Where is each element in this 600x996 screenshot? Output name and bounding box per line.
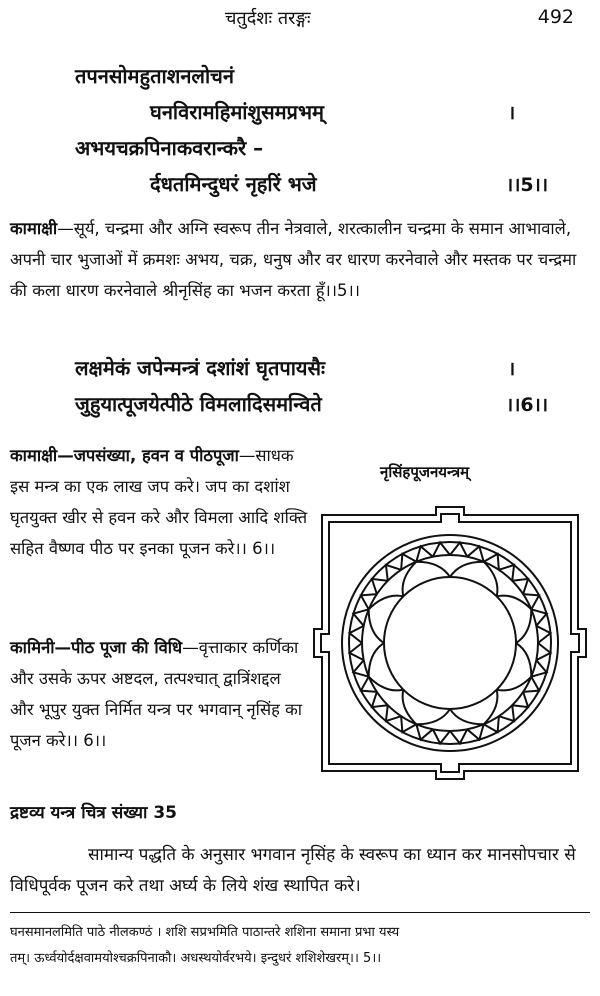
outer-ring-inner xyxy=(349,542,551,744)
yantra-reference: द्रष्टव्य यन्त्र चित्र संख्या 35 xyxy=(10,803,178,823)
commentary-label: कामाक्षी—जपसंख्या, हवन व पीठपूजा xyxy=(10,446,239,465)
commentary-label: कामिनी—पीठ पूजा की विधि xyxy=(10,638,183,657)
commentary-kamini xyxy=(10,632,308,756)
footnote-divider xyxy=(10,912,590,913)
yantra-caption: नृसिंहपूजनयन्त्रम् xyxy=(380,463,470,481)
commentary-label: कामाक्षी xyxy=(10,219,58,238)
eight-lotus-petals xyxy=(369,562,532,725)
commentary-kamakshi-5 xyxy=(10,213,588,306)
lotus-mandala xyxy=(342,535,558,751)
bhupur-square xyxy=(314,507,586,779)
karnika-circle xyxy=(384,577,516,709)
commentary-kamakshi-6 xyxy=(10,440,308,564)
footnote-line: घनसमानलमिति पाठे नीलकण्ठं । शशि सप्रभमिति पाठान्तरे शशिना समाना प्रभा यस्य xyxy=(10,925,400,940)
running-header: चतुर्दशः तरङ्गः xyxy=(225,8,311,29)
verse-mark: ।।6।। xyxy=(506,394,549,416)
verse-line: तपनसोमहुताशनलोचनं xyxy=(75,64,234,88)
bhupur-inner-line xyxy=(321,514,579,772)
verse-mark: । xyxy=(508,102,516,124)
bhupur-outer-line xyxy=(314,507,586,779)
petal-base-ring xyxy=(362,555,538,731)
commentary-text: —सूर्य, चन्द्रमा और अग्नि स्वरूप तीन नेत्रवाले, शरत्कालीन चन्द्रमा के समान आभावाले, अपनी चार भुजाओं में क्रमशः अभय, चक्र, धनुष और वर धारण करनेवाले और मस्तक पर चन्द्रमा की कला धारण करनेवाले श्रीनृसिंह का भजन करता हूँ।।5।। xyxy=(10,219,577,300)
yantra-diagram xyxy=(305,488,595,798)
verse-mark: । xyxy=(508,358,516,380)
outer-ring xyxy=(342,535,558,751)
page-number: 492 xyxy=(537,6,574,28)
outer-32-petals xyxy=(349,542,550,743)
closing-paragraph: सामान्य पद्धति के अनुसार भगवान नृसिंह के स्वरूप का ध्यान कर मानसोपचार से विधिपूर्वक पूजन करे तथा अर्घ्य के लिये शंख स्थापित करे। xyxy=(10,845,576,896)
commentary-text: —साधक इस मन्त्र का एक लाख जप करे। जप का दशांश घृतयुक्त खीर से हवन करे और विमला आदि शक्ति सहित वैष्णव पीठ पर इनका पूजन करे।। 6।। xyxy=(10,446,308,558)
footnote-line: तम्। ऊर्ध्वयोर्दक्षवामयोश्चक्रपिनाकौ। अधस्थयोर्वरभये। इन्दुधरं शशिशेखरम्।। 5।। xyxy=(10,951,382,966)
verse-line: लक्षमेकं जपेन्मन्त्रं दशांशं घृतपायसैः xyxy=(75,356,326,380)
verse-mark: ।।5।। xyxy=(506,174,549,196)
verse-line: घनविरामहिमांशुसमप्रभम् xyxy=(150,100,324,124)
commentary-text: —वृत्ताकार कर्णिका और उसके ऊपर अष्टदल, तत्पश्चात् द्वात्रिंशद्दल और भूपुर युक्त निर्मित यन्त्र पर भगवान् नृसिंह का पूजन करे।। 6।। xyxy=(10,638,303,750)
verse-line: अभयचक्रपिनाकवरान्करै – xyxy=(75,136,264,160)
verse-line: जुहुयात्पूजयेत्पीठे विमलादिसमन्विते xyxy=(75,392,322,416)
verse-line: र्दधतमिन्दुधरं नृहरिं भजे xyxy=(150,172,317,196)
